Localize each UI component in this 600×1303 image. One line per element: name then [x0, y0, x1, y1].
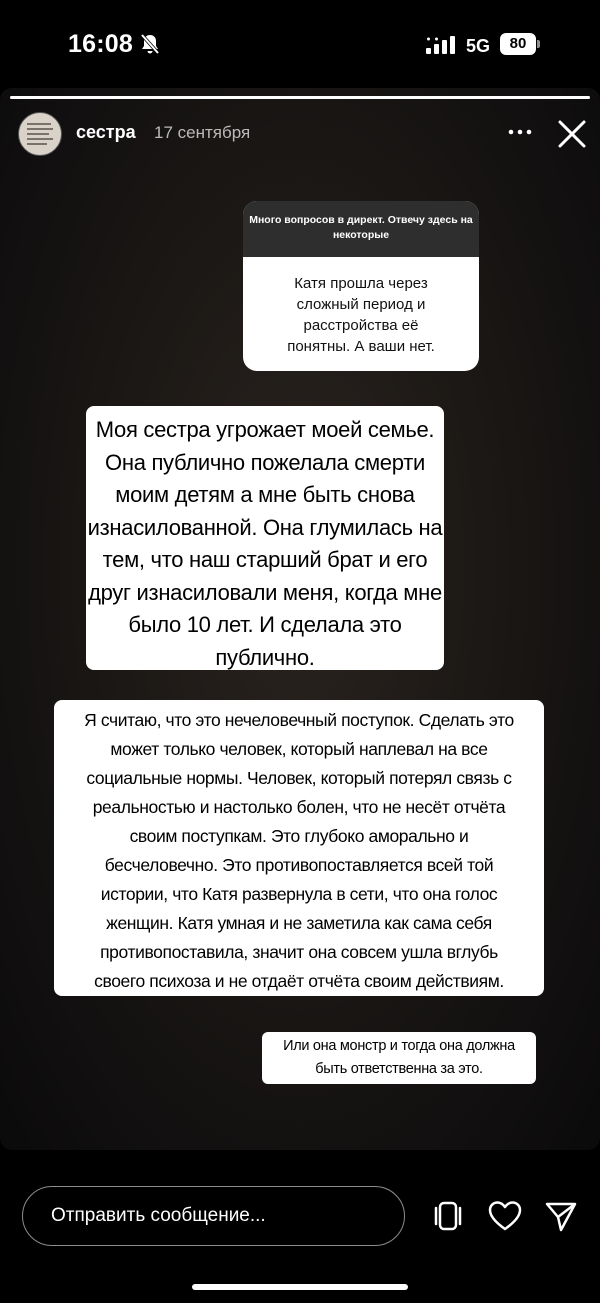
question-sticker [243, 201, 479, 371]
question-sticker-header: Много вопросов в директ. Отвечу здесь на некоторые [243, 201, 479, 257]
battery-icon [500, 33, 540, 55]
avatar[interactable] [18, 112, 62, 156]
text-line: Я считаю, что это нечеловечный поступок. Сделать это [84, 710, 514, 730]
story-view[interactable] [0, 88, 600, 1150]
story-date: 17 сентября [154, 123, 251, 142]
username[interactable]: сестра [76, 122, 136, 142]
story-progress-fill [10, 96, 590, 99]
text-line: Она публично пожелала смерти [105, 449, 425, 475]
answer-line: расстройства её [303, 317, 419, 334]
text-line: Моя сестра угрожает моей семье. [95, 417, 435, 442]
clock: 16:08 [68, 30, 133, 58]
share-icon[interactable] [430, 1198, 466, 1234]
text-line: было 10 лет. И сделала это [128, 612, 402, 637]
signal-icon [426, 36, 458, 54]
bell-slash-icon [140, 33, 160, 55]
story-text-box-3 [262, 1032, 536, 1084]
text-line: реальностью и настолько болен, что не несёт отчёта [92, 797, 506, 817]
text-line: женщин. Катя умная и не заметила как сама себя [106, 913, 492, 933]
text-line: истории, что Катя развернула в сети, что она голос [100, 884, 498, 904]
text-line: своим поступкам. Это глубоко аморально и [129, 826, 469, 846]
answer-line: понятны. А ваши нет. [287, 338, 435, 355]
text-line: изнасилованной. Она глумилась на [87, 514, 443, 540]
battery-level: 80 [500, 33, 536, 55]
text-line: моим детям а мне быть снова [115, 482, 415, 507]
status-bar [0, 0, 600, 88]
answer-line: сложный период и [296, 296, 426, 313]
story-progress-bar [10, 96, 590, 99]
question-sticker-answer [253, 273, 469, 357]
close-icon[interactable] [556, 118, 588, 150]
text-line: социальные нормы. Человек, который потерял связь с [86, 768, 512, 788]
text-line: может только человек, который наплевал на все [110, 739, 488, 759]
answer-line: Катя прошла через [294, 275, 428, 292]
more-icon[interactable] [506, 120, 534, 144]
text-line: бесчеловечно. Это противопоставляется всей той [104, 855, 494, 875]
text-line: публично. [215, 644, 315, 670]
story-text-box-1 [86, 406, 444, 670]
text-line: друг изнасиловали меня, когда мне [88, 579, 442, 605]
network-type: 5G [466, 36, 491, 56]
text-line: тем, что наш старший брат и его [102, 547, 428, 572]
heart-icon[interactable] [487, 1198, 523, 1234]
text-line: противопоставила, значит она совсем ушла вглубь [100, 942, 498, 962]
text-line: своего психоза и не отдаёт отчёта своим действиям. [94, 971, 504, 991]
text-line: Или она монстр и тогда она должна [283, 1038, 515, 1054]
text-line: быть ответственна за это. [315, 1061, 483, 1077]
message-input[interactable] [22, 1186, 405, 1246]
home-indicator[interactable] [192, 1284, 408, 1290]
message-input-placeholder: Отправить сообщение... [51, 1205, 266, 1226]
send-icon[interactable] [544, 1199, 578, 1233]
story-text-box-2 [54, 700, 544, 996]
